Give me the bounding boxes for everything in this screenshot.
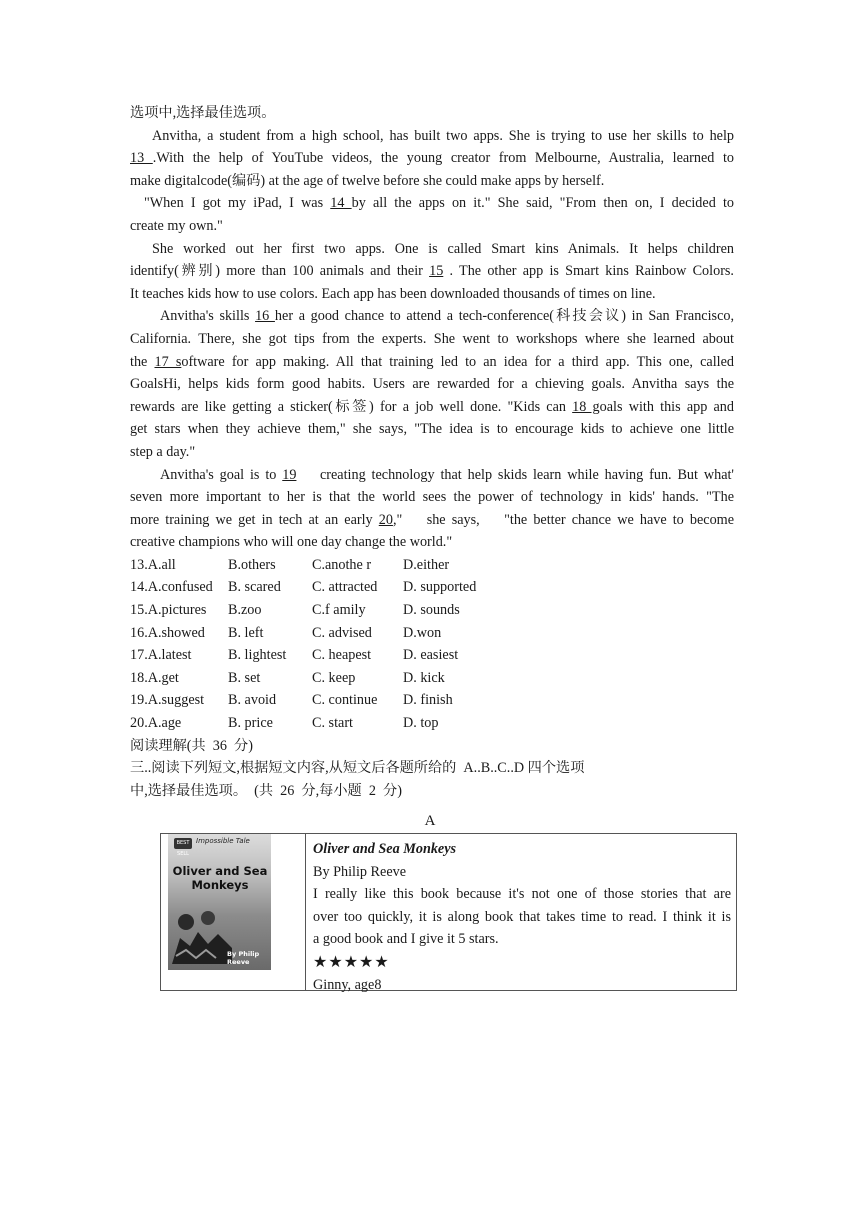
option-choice: 15.A.pictures — [130, 602, 207, 619]
passage — [130, 102, 734, 802]
review-line3: a good book and I give it 5 stars. — [313, 931, 499, 948]
p4-line5: rewards are like getting a sticker(标签) for a job well done. "Kids can 18 goals with this app and — [130, 398, 734, 415]
p2-line1: "When I got my iPad, I was 14 by all the apps on it." She said, "From then on, I decided to — [144, 195, 734, 212]
p1-line2: 13 .With the help of YouTube videos, the young creator from Melbourne, Australia, learned to — [130, 150, 735, 167]
p3-line2: identify(辨别) more than 100 animals and their 15 . The other app is Smart kins Rainbow Colors. — [130, 263, 734, 280]
p1-line1: Anvitha, a student from a high school, has built two apps. She is trying to use her skills to help — [152, 127, 734, 144]
option-choice: B.others — [228, 556, 276, 573]
section-instructions-line2: 中,选择最佳选项。 (共 26 分,每小题 2 分) — [130, 782, 402, 799]
reviewer: Ginny, age8 — [313, 976, 382, 993]
blank-14: 14 — [330, 195, 352, 212]
p5-line3: more training we get in tech at an early 20," she says, "the better chance we have to become — [130, 511, 734, 528]
blank-15: 15 — [429, 263, 444, 280]
option-choice: B. price — [228, 715, 273, 732]
option-choice: 13.A.all — [130, 556, 176, 573]
blank-16: 16 — [255, 308, 275, 325]
p5-line2: seven more important to her is that the world sees the power of technology in kids' hands. "The — [130, 489, 734, 506]
p2-line2: create my own." — [130, 217, 223, 234]
option-choice: C. attracted — [312, 579, 378, 596]
intro-line: 选项中,选择最佳选项。 — [130, 105, 276, 121]
option-choice: D. finish — [403, 692, 453, 709]
review-cell — [306, 834, 736, 993]
star-rating: ★★★★★ — [313, 951, 390, 971]
option-choice: B.zoo — [228, 602, 262, 619]
option-choice: C. keep — [312, 669, 356, 686]
option-choice: C. start — [312, 715, 353, 732]
answer-options — [130, 554, 734, 735]
p3-line3: It teaches kids how to use colors. Each app has been downloaded thousands of times on line. — [130, 285, 656, 302]
p5-line4: creative champions who will one day change the world." — [130, 534, 453, 551]
p4-line3: the 17 software for app making. All that training led to an idea for a third app. This one, called — [130, 353, 734, 370]
p4-line6: get stars when they achieve them," she says, "The idea is to encourage kids to achieve one little — [130, 421, 734, 438]
option-choice: C. heapest — [312, 647, 372, 664]
p4-line4: GoalsHi, helps kids form good habits. Users are rewarded for a chieving goals. Anvitha says the — [130, 376, 734, 393]
cover-series: Impossible Tale — [196, 837, 250, 845]
option-choice: 16.A.showed — [130, 624, 205, 641]
p5-line1: Anvitha's goal is to 19 creating technology that help skids learn while having fun. But what' — [160, 466, 734, 483]
cover-cell — [161, 834, 306, 990]
option-row — [130, 554, 734, 577]
option-row — [130, 689, 734, 712]
book-title: Oliver and Sea Monkeys — [313, 841, 457, 857]
blank-20: 20 — [378, 511, 393, 528]
blank-18: 18 g — [572, 398, 600, 415]
option-row — [130, 622, 734, 645]
part-label: A — [424, 813, 436, 829]
book-cover-image — [168, 834, 271, 970]
option-choice: D.either — [403, 556, 450, 573]
review-line1: I really like this book because it's not one of those stories that are — [313, 886, 731, 903]
cover-illustration — [172, 904, 232, 964]
option-choice: B. set — [228, 669, 261, 686]
option-row — [130, 644, 734, 667]
option-choice: B. avoid — [228, 692, 277, 709]
option-choice: C. advised — [312, 624, 372, 641]
cover-author: By Philip Reeve — [227, 950, 260, 966]
option-choice: D.won — [403, 624, 442, 641]
blank-13: 13 — [130, 150, 153, 167]
p4-line2: California. There, she got tips from the experts. She went to workshops where she learned about — [130, 330, 734, 347]
option-choice: C.anothe r — [312, 556, 372, 573]
option-choice: D. top — [403, 715, 439, 732]
option-row — [130, 667, 734, 690]
section-heading: 阅读理解(共 36 分) — [130, 737, 253, 754]
option-row — [130, 576, 734, 599]
cover-title: Oliver and Sea Monkeys — [172, 864, 268, 892]
option-choice: D. easiest — [403, 647, 459, 664]
book-review-table — [160, 833, 737, 991]
book-author: By Philip Reeve — [313, 863, 407, 880]
option-choice: 14.A.confused — [130, 579, 213, 596]
option-choice: C.f amily — [312, 602, 366, 619]
option-row — [130, 599, 734, 622]
blank-19: 19 — [282, 466, 297, 483]
option-choice: C. continue — [312, 692, 378, 709]
option-choice: 20.A.age — [130, 715, 182, 732]
option-choice: D. sounds — [403, 602, 460, 619]
cover-badge: BEST SELL — [174, 838, 192, 849]
option-choice: D. kick — [403, 669, 445, 686]
option-row — [130, 712, 734, 735]
option-choice: 17.A.latest — [130, 647, 192, 664]
option-choice: 18.A.get — [130, 669, 179, 686]
option-choice: B. scared — [228, 579, 281, 596]
blank-17: 17 s — [154, 353, 182, 370]
option-choice: 19.A.suggest — [130, 692, 205, 709]
review-line2: over too quickly, it is along book that takes time to read. I think it is — [313, 908, 731, 925]
option-choice: B. left — [228, 624, 264, 641]
p4-line1: Anvitha's skills 16 her a good chance to attend a tech-conference(科技会议) in San Francisco, — [160, 308, 735, 325]
option-choice: B. lightest — [228, 647, 287, 664]
p4-line7: step a day." — [130, 443, 196, 460]
p1-line3: make digitalcode(编码) at the age of twelve before she could make apps by herself. — [130, 172, 605, 189]
p3-line1: She worked out her first two apps. One is called Smart kins Animals. It helps children — [152, 240, 734, 257]
option-choice: D. supported — [403, 579, 477, 596]
section-instructions-line1: 三..阅读下列短文,根据短文内容,从短文后各题所给的 A..B..C..D 四个选项 — [130, 760, 585, 777]
